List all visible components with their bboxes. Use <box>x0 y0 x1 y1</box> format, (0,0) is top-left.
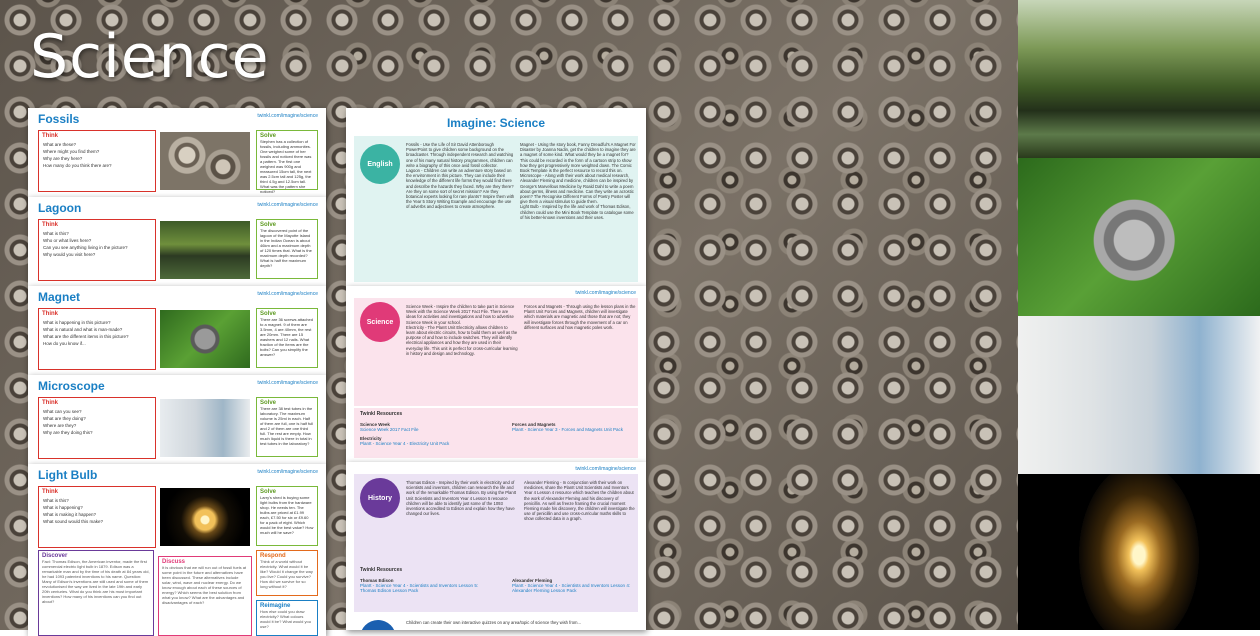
discuss-text: It is obvious that we will run out of fossil fuels at some point in the future and alternatives have been discussed. These alternatives include solar, wind, wave and nuclear energy. Do we know enough about each of these sources of energy? Which seems the best solution from what you know? What are the advantages and disadvantages of each? <box>162 565 247 605</box>
mid-page-history <box>346 462 646 630</box>
reimagine-text: How else could you draw electricity? What colours would it be? What would you use? <box>260 609 311 629</box>
page-title: Science <box>30 22 270 92</box>
solve-box <box>256 219 318 279</box>
question: Why are they doing this? <box>43 430 93 435</box>
resource-link[interactable]: Science Week 2017 Fact File <box>360 427 419 432</box>
solve-box <box>256 130 318 194</box>
discuss-label: Discuss <box>162 559 186 565</box>
question: What are the different items in this picture? <box>43 334 129 339</box>
solve-label: Solve <box>260 311 277 317</box>
resource-link[interactable]: PlanIt - Science Year 4 - Scientists and Inventors Lesson 5: Thomas Edison Lesson Pack <box>360 583 479 593</box>
question: What is this? <box>43 231 69 236</box>
mid-heading: Imagine: Science <box>446 116 546 130</box>
microscope-image <box>160 399 250 457</box>
resource-heading: Electricity <box>360 436 382 441</box>
page-heading: Magnet <box>38 290 80 304</box>
science-col-2: Forces and Magnets - Through using the lesson plans in the PlanIt Unit Forces and Magnets, children will investigate which materials are magnetic and those that are not; they will investigate forces through the movement of a car on different surfaces and how magnetic poles work. <box>524 304 636 330</box>
solve-text: There are 38 test tubes in the laboratory. The maximum volume is 25ml in each. Half of them are full, one is half full and 2 of them are one third full. The rest are empty. How much liquid is there in total in test tubes in the laboratory? <box>260 406 314 446</box>
resource-heading: Thomas Edison <box>360 578 394 583</box>
solve-text: Larry's shed is buying some light bulbs from the hardware shop. He needs ten. The bulbs are priced at £1.99 each, £7.50 for six or £9.60 for a pack of eight. Which would be the best value? How much will he save? <box>260 495 314 535</box>
question: What are they doing? <box>43 416 86 421</box>
page-light-bulb <box>28 464 326 636</box>
question: Why are they here? <box>43 156 83 161</box>
english-col-2: Magnet - Using the story book, Fanny Dreadful's A Magnet For Disaster by Joanna Nadin, get the children to imagine they are a magnet of some kind. What would they be a magnet for? This could be recorded in the form of a cartoon strip to show how they get progressively more weighted down. The Comic Book Template is the perfect resource to record this on. Microscope - Along with their work about medical research, Alexander Fleming and medicine, children can be inspired by George's Marvellous Medicine by Roald Dahl to write a poem about germs, illness and medicine. Can they write an acrostic poem? The Recognise Different Forms of Poetry Poster will give them a visual stimulus to guide them. Light Bulb - Inspired by the life and work of Thomas Edison, children could use the Mini Book Template to catalogue some of his better-known inventions and their uses. <box>520 142 636 220</box>
question: What is happening in this picture? <box>43 320 111 325</box>
question: What sound would this make? <box>43 519 104 524</box>
solve-label: Solve <box>260 400 277 406</box>
think-label: Think <box>42 133 58 139</box>
page-heading: Microscope <box>38 379 105 393</box>
resource-heading: Forces and Magnets <box>512 422 556 427</box>
page-magnet <box>28 286 326 378</box>
question: Can you see anything living in the picture? <box>43 245 128 250</box>
question: Why would you visit here? <box>43 252 96 257</box>
question: What is this? <box>43 498 69 503</box>
history-badge: History <box>360 478 400 518</box>
question: Where might you find them? <box>43 149 100 154</box>
page-url: twinkl.com/imagine/science <box>257 469 318 475</box>
resource-heading: Alexander Fleming <box>512 578 553 583</box>
page-heading: Lagoon <box>38 201 82 215</box>
science-col-1: Science Week - Inspire the children to take part in Science Week with the Science Week 2017 Fact File. There are ideas for activities and investigations and how to advertise Science Week in your school. Electricity - The PlanIt Unit Electricity allows children to learn about electric circuits, how to build them as well as the purpose of and how to include switches. They will identify electrical appliances and how they are used in their everyday life. This unit is perfect for cross-curricular learning in history and design and technology. <box>406 304 518 356</box>
page-microscope <box>28 375 326 467</box>
resource-link[interactable]: PlanIt - Science Year 4 - Scientists and Inventors Lesson 4: Alexander Fleming Lesson Pack <box>512 583 631 593</box>
think-box <box>38 397 156 459</box>
discover-box <box>38 550 154 636</box>
respond-box <box>256 550 318 596</box>
think-label: Think <box>42 489 58 495</box>
lagoon-photo <box>1018 0 1260 158</box>
question: How many do you think there are? <box>43 163 112 168</box>
solve-box <box>256 486 318 546</box>
think-box <box>38 130 156 192</box>
think-label: Think <box>42 311 58 317</box>
page-url: twinkl.com/imagine/science <box>257 113 318 119</box>
think-box <box>38 486 156 548</box>
question: What is making it happen? <box>43 512 97 517</box>
fossil-image <box>160 132 250 190</box>
science-badge: Science <box>360 302 400 342</box>
question: What are these? <box>43 142 77 147</box>
reimagine-box <box>256 600 318 636</box>
solve-label: Solve <box>260 489 277 495</box>
question: How do you know if... <box>43 341 86 346</box>
page-url: twinkl.com/imagine/science <box>257 202 318 208</box>
solve-label: Solve <box>260 133 277 139</box>
think-box <box>38 219 156 281</box>
english-col-1: Fossils - Use the Life of Sir David Attenborough PowerPoint to give children some background on the broadcaster. Through independent research and watching one of his many natural history programmes, children can write a biography of this once avid fossil collector. Lagoon - Children can write an adventure story based on the environment in this picture. They can include their knowledge of the different life forms they would find there and describe the hazards they faced. Why are they there? Are they on some sort of secret mission? Are they botanical experts looking for rare plants? Inspire them with the Year 5 Story Writing Example and encourage the use of adverbs and adjectives to create atmosphere. <box>406 142 515 210</box>
english-badge: English <box>360 144 400 184</box>
solve-text: Stephen has a collection of fossils, including ammonites. One weighed some of her fossils and noticed there was a pattern. The first one weighed was 900g and measured 15cm tall, the next was 2.5cm tall and 125g, the third 4.5g and 12.5cm tall. What was the pattern she noticed? <box>260 139 312 194</box>
resources-title: Twinkl Resources <box>360 567 403 573</box>
next-badge <box>360 620 396 630</box>
mid-page-science <box>346 286 646 462</box>
discuss-box <box>158 556 252 636</box>
solve-label: Solve <box>260 222 277 228</box>
history-col-1: Thomas Edison - Inspired by their work in electricity and of scientists and inventors, children can research the life and work of the remarkable Thomas Edison. By using the PlanIt Unit Scientists and Inventors Year 4 Lesson 5 resource children will be able to identify just some of the 1093 inventions accredited to Edison and explain how they have changed our lives. <box>406 480 517 517</box>
light-bulb-image <box>160 488 250 546</box>
discover-text: Fact: Thomas Edison, the American inventor, made the first commercial electric light bulb in 1879. Edison was a remarkable man and by the time of his death at 84 years old, he had 1093 patented inventions to his name. Question: Many of Edison's inventions are still used and some of them revolutionised the way we lived in the late 19th and early 20th centuries. What do you think are his most important inventions? How many of his inventions can you find out about? <box>42 559 150 604</box>
page-lagoon <box>28 197 326 289</box>
respond-text: Think of a world without electricity. What would it be like? Would it change the way you live? Could you survive? How did we survive for so long without it? <box>260 559 313 589</box>
page-heading: Fossils <box>38 112 80 126</box>
magnet-photo <box>1018 158 1260 316</box>
question: What is happening? <box>43 505 83 510</box>
question: What is natural and what is man-made? <box>43 327 123 332</box>
resource-heading: Science Week <box>360 422 390 427</box>
page-heading: Light Bulb <box>38 468 98 482</box>
think-box <box>38 308 156 370</box>
mid-url: twinkl.com/imagine/science <box>575 290 636 296</box>
think-label: Think <box>42 222 58 228</box>
light-bulb-photo <box>1018 474 1260 630</box>
magnet-image <box>160 310 250 368</box>
mid-page-english <box>346 108 646 286</box>
solve-box <box>256 308 318 368</box>
question: What can you see? <box>43 409 82 414</box>
footer-text: Children can create their own interactive quizzes on any area/topic of science they wish from... <box>406 620 582 625</box>
discover-label: Discover <box>42 553 68 559</box>
solve-text: The discovered point of the lagoon of the Mayotte Island in the Indian Ocean is about 46km and a maximum depth of 120 times that. What is the maximum depth recorded? What is half the maximum depth? <box>260 228 312 268</box>
page-url: twinkl.com/imagine/science <box>257 291 318 297</box>
page-url: twinkl.com/imagine/science <box>257 380 318 386</box>
think-label: Think <box>42 400 58 406</box>
mid-url: twinkl.com/imagine/science <box>575 466 636 472</box>
resource-link[interactable]: PlanIt - Science Year 3 - Forces and Magnets Unit Pack <box>512 427 624 432</box>
history-col-2: Alexander Fleming - In conjunction with their work on medicines, share the PlanIt Unit Scientists and Inventors Year 4 Lesson 4 resource which teaches the children about the work of Alexander Fleming and his discovery of penicillin. As well as freeze framing the crucial moment Fleming made his discovery, the children will investigate the use of penicillin and use cross-curricular maths skills to show collected data in a graph. <box>524 480 635 522</box>
respond-label: Respond <box>260 553 286 559</box>
science-resources <box>354 408 638 458</box>
lagoon-image <box>160 221 250 279</box>
question: Where are they? <box>43 423 77 428</box>
question: Who or what lives here? <box>43 238 92 243</box>
resource-link[interactable]: PlanIt - Science Year 4 - Electricity Unit Pack <box>360 441 450 446</box>
history-resources <box>354 564 638 612</box>
page-fossils <box>28 108 326 200</box>
solve-text: There are 36 screws attached to a magnet. 9 of them are 3.5mm, 4 are 40mm, the rest are 20mm. There are 15 washers and 12 nails. What fraction of the items are the bolts? Can you simplify the answer? <box>260 317 313 357</box>
resources-title: Twinkl Resources <box>360 411 403 417</box>
solve-box <box>256 397 318 457</box>
microscope-photo <box>1018 316 1260 474</box>
reimagine-label: Reimagine <box>260 603 291 609</box>
